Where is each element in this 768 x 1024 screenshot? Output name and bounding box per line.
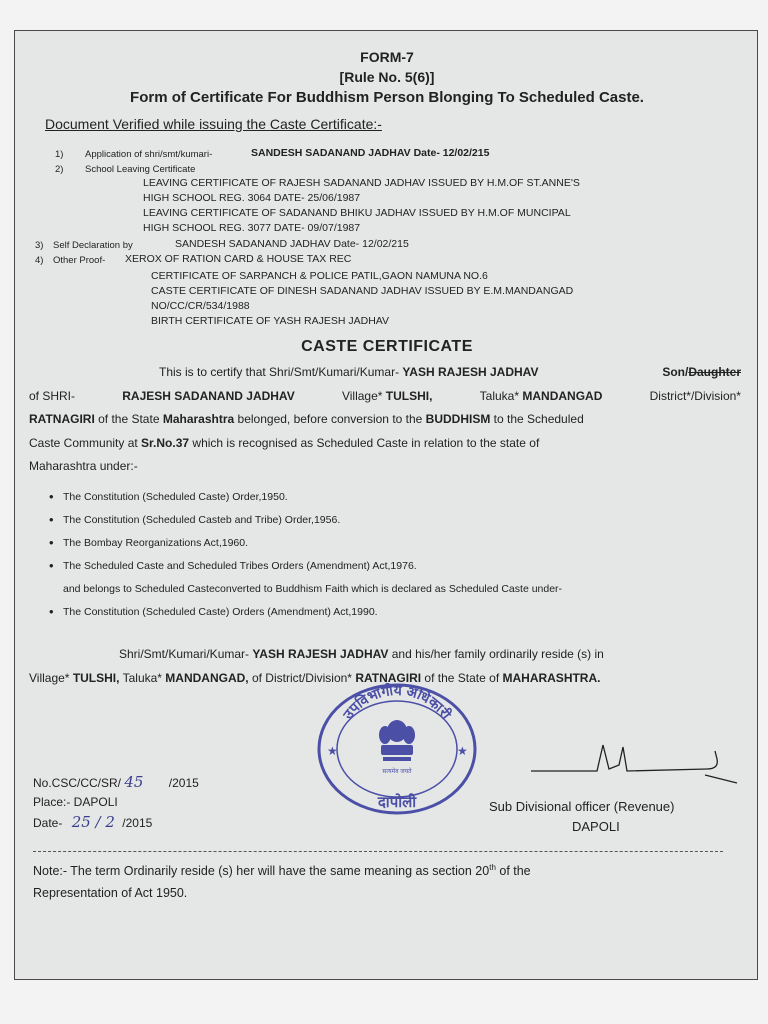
certify-intro: This is to certify that Shri/Smt/Kumari/Kumar- <box>159 365 400 379</box>
national-emblem <box>379 720 415 761</box>
doc-item-2-label: School Leaving Certificate <box>85 164 196 175</box>
lc-line: HIGH SCHOOL REG. 3077 DATE- 09/07/1987 <box>143 222 361 234</box>
certify-line <box>29 432 741 456</box>
father-name: RAJESH SADANAND JADHAV <box>122 388 295 403</box>
order-item: • The Constitution (Scheduled Caste) Order,1950. <box>63 491 288 503</box>
state-label: of the State of <box>421 670 503 685</box>
certificate-number-label: No.CSC/CC/SR/ <box>33 776 122 790</box>
place-line: Place:- DAPOLI <box>33 795 118 809</box>
proof-line: BIRTH CERTIFICATE OF YASH RAJESH JADHAV <box>151 315 390 327</box>
date-year: /2015 <box>122 816 153 830</box>
seal-star-left: ★ <box>327 744 338 758</box>
doc-item-1-label: Application of shri/smt/kumari- <box>85 149 213 160</box>
seal-top-text: उपविभागीय अधिकारी <box>339 681 455 723</box>
village-label: Village* <box>341 388 386 403</box>
doc-item-2-number: 2) <box>55 164 64 175</box>
state-prefix: of the State <box>94 412 163 426</box>
doc-item-1-value: SANDESH SADANAND JADHAV Date- 12/02/215 <box>251 147 490 159</box>
doc-item-3-value: SANDESH SADANAND JADHAV Date- 12/02/215 <box>175 238 409 250</box>
date-line <box>33 813 152 831</box>
village-name: TULSHI, <box>72 670 120 685</box>
scheduled-text: to the Scheduled <box>490 412 584 426</box>
district-label: of District/Division* <box>248 670 356 685</box>
lc-line: HIGH SCHOOL REG. 3064 DATE- 25/06/1987 <box>143 192 361 204</box>
taluka-name: MANDANGAD <box>522 388 603 403</box>
officer-office: DAPOLI <box>572 819 620 834</box>
certify-text <box>159 361 538 385</box>
date-label: Date- <box>33 816 63 830</box>
district-label: District*/Division* <box>649 388 741 403</box>
proof-line: NO/CC/CR/534/1988 <box>151 300 250 312</box>
certificate-number-year: /2015 <box>168 776 199 790</box>
document-title: Form of Certificate For Buddhism Person Blonging To Scheduled Caste. <box>130 89 644 106</box>
verified-heading: Document Verified while issuing the Caste Certificate:- <box>45 116 382 132</box>
seal-motto: सत्यमेव जयते <box>382 769 412 775</box>
seal-bottom-text: दापोली <box>377 794 417 811</box>
note-divider <box>33 851 723 852</box>
taluka-group <box>480 385 603 409</box>
officer-designation: Sub Divisional officer (Revenue) <box>489 799 675 814</box>
lc-line: LEAVING CERTIFICATE OF RAJESH SADANAND JADHAV ISSUED BY H.M.OF ST.ANNE'S <box>143 177 580 189</box>
taluka-label: Taluka* <box>479 388 520 403</box>
doc-item-4-label: Other Proof- <box>53 255 106 266</box>
resident-name: YASH RAJESH JADHAV <box>252 647 389 661</box>
doc-item-4-number: 4) <box>35 255 44 266</box>
belongs-line: and belongs to Scheduled Casteconverted to Buddhism Faith which is declared as Scheduled Caste under- <box>63 583 563 595</box>
order-item: • The Bombay Reorganizations Act,1960. <box>63 537 248 549</box>
note-superscript: th <box>489 863 496 872</box>
community-prefix: Caste Community at <box>29 435 142 450</box>
father-prefix: of SHRI- <box>29 388 76 403</box>
certify-paragraph <box>29 361 741 479</box>
recognised-text: which is recognised as Scheduled Caste in relation to the state of <box>189 435 540 450</box>
daughter-struck-text: Daughter <box>688 365 741 379</box>
order-item: • The Constitution (Scheduled Caste) Orders (Amendment) Act,1990. <box>63 606 378 618</box>
officer-signature <box>527 735 747 795</box>
district-name: RATNAGIRI <box>355 670 422 685</box>
certify-line: Maharashtra under:- <box>29 459 138 473</box>
note-text: Note:- The term Ordinarily reside (s) her will have the same meaning as section 20 <box>33 864 490 879</box>
religion-name: BUDDHISM <box>425 412 491 426</box>
caste-certificate-title: CASTE CERTIFICATE <box>301 338 473 355</box>
village-name: TULSHI, <box>385 388 433 403</box>
taluka-label: Taluka* <box>119 670 166 685</box>
district-name: RATNAGIRI <box>29 412 95 426</box>
reside-text: and his/her family ordinarily reside (s) in <box>388 647 604 661</box>
rule-number: [Rule No. 5(6)] <box>339 69 435 85</box>
son-daughter <box>662 361 741 385</box>
proof-line: CERTIFICATE OF SARPANCH & POLICE PATIL,GAON NAMUNA NO.6 <box>151 270 488 282</box>
seal-star-right: ★ <box>457 744 468 758</box>
form-number: FORM-7 <box>360 49 414 65</box>
certify-line <box>29 408 741 432</box>
doc-item-4-value: XEROX OF RATION CARD & HOUSE TAX REC <box>125 253 352 265</box>
residence-intro: Shri/Smt/Kumari/Kumar- <box>119 647 250 661</box>
order-item: • The Constitution (Scheduled Casteb and Tribe) Order,1956. <box>63 514 340 526</box>
note-line-2: Representation of Act 1950. <box>33 886 188 900</box>
residence-line <box>29 643 741 667</box>
date-handwritten: 25 / 2 <box>71 813 115 831</box>
certify-line <box>29 385 741 409</box>
taluka-name: MANDANGAD, <box>165 670 249 685</box>
village-group <box>342 385 432 409</box>
state-name: MAHARASHTRA. <box>502 670 601 685</box>
certificate-number-line <box>33 773 199 791</box>
doc-item-3-label: Self Declaration by <box>53 240 133 251</box>
doc-item-3-number: 3) <box>35 240 44 251</box>
note-line-1 <box>33 863 741 878</box>
village-label: Village* <box>29 670 73 685</box>
official-seal <box>313 679 481 817</box>
lc-line: LEAVING CERTIFICATE OF SADANAND BHIKU JADHAV ISSUED BY H.M.OF MUNCIPAL <box>143 207 571 219</box>
son-text: Son/ <box>662 365 689 379</box>
conversion-text: belonged, before conversion to the <box>234 412 426 426</box>
certificate-sheet <box>14 30 758 980</box>
note-text-end: of the <box>495 864 531 879</box>
proof-line: CASTE CERTIFICATE OF DINESH SADANAND JADHAV ISSUED BY E.M.MANDANGAD <box>151 285 574 297</box>
certificate-number-handwritten: 45 <box>124 773 144 791</box>
doc-item-1-number: 1) <box>55 149 64 160</box>
certificate-holder-name: YASH RAJESH JADHAV <box>402 365 539 379</box>
serial-number: Sr.No.37 <box>141 435 190 450</box>
certify-line <box>29 361 741 385</box>
state-name: Maharashtra <box>162 412 235 426</box>
order-item: • The Scheduled Caste and Scheduled Tribes Orders (Amendment) Act,1976. <box>63 560 417 572</box>
